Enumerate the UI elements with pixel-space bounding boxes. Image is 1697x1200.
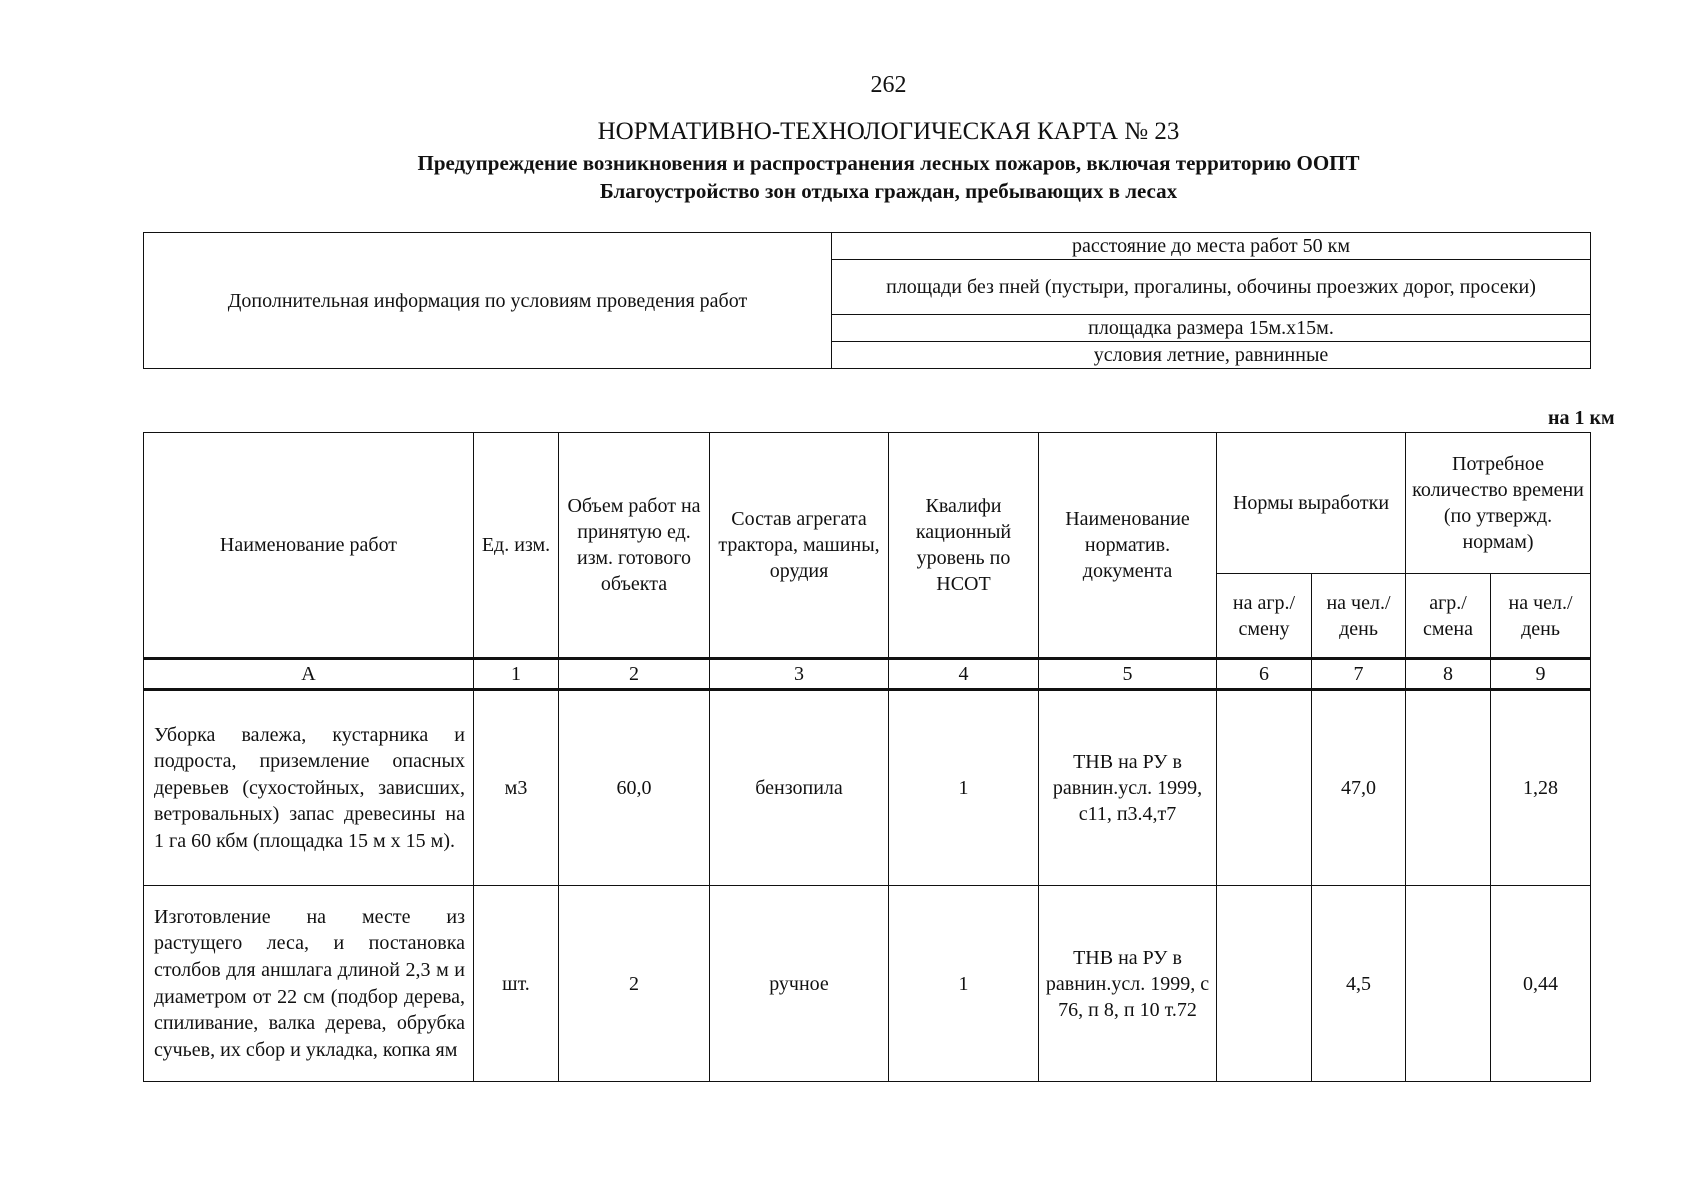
condition-terrain: площади без пней (пустыри, прогалины, обочины проезжих дорог, просеки) bbox=[832, 260, 1591, 315]
qualification-cell: 1 bbox=[889, 690, 1039, 886]
composition-cell: бензопила bbox=[710, 690, 889, 886]
work-name-cell: Уборка валежа, кустарника и подроста, приземление опасных деревьев (сухостойных, зависших, ветровальных) запас древесины на 1 га 60 кбм (площадка 15 м х 15 м). bbox=[144, 690, 474, 886]
work-name-cell: Изготовление на месте из растущего леса, и постановка столбов для аншлага длиной 2,3 м и диаметром от 22 см (подбор дерева, спиливание, валка дерева, обрубка сучьев, их сбор и укладка, копка ям bbox=[144, 886, 474, 1082]
header-qualification: Квалифи кационный уровень по НСОТ bbox=[889, 433, 1039, 659]
card-title: НОРМАТИВНО-ТЕХНОЛОГИЧЕСКАЯ КАРТА № 23 bbox=[597, 118, 1180, 145]
volume-cell: 60,0 bbox=[559, 690, 710, 886]
column-index: 8 bbox=[1406, 659, 1491, 690]
unit-cell: м3 bbox=[474, 690, 559, 886]
conditions-label: Дополнительная информация по условиям проведения работ bbox=[144, 233, 832, 369]
time-person-cell: 0,44 bbox=[1491, 886, 1591, 1082]
header-composition: Состав агрегата трактора, машины, орудия bbox=[710, 433, 889, 659]
header-unit: Ед. изм. bbox=[474, 433, 559, 659]
norm-unit-cell bbox=[1217, 886, 1312, 1082]
header-norm-person: на чел./ день bbox=[1312, 574, 1406, 659]
condition-season: условия летние, равнинные bbox=[832, 342, 1591, 369]
column-index: 9 bbox=[1491, 659, 1591, 690]
condition-plot-size: площадка размера 15м.х15м. bbox=[832, 315, 1591, 342]
column-index: 2 bbox=[559, 659, 710, 690]
subtitle-1: Предупреждение возникновения и распространения лесных пожаров, включая территорию ООПТ bbox=[417, 151, 1360, 175]
header-document: Наименование норматив. документа bbox=[1039, 433, 1217, 659]
header-work-name: Наименование работ bbox=[144, 433, 474, 659]
header-volume: Объем работ на принятую ед. изм. готового объекта bbox=[559, 433, 710, 659]
norm-unit-cell bbox=[1217, 690, 1312, 886]
composition-cell: ручное bbox=[710, 886, 889, 1082]
conditions-table bbox=[143, 232, 1591, 369]
column-index: 1 bbox=[474, 659, 559, 690]
table-row bbox=[144, 886, 1591, 1082]
time-unit-cell bbox=[1406, 886, 1491, 1082]
time-person-cell: 1,28 bbox=[1491, 690, 1591, 886]
column-index: 3 bbox=[710, 659, 889, 690]
column-index: 5 bbox=[1039, 659, 1217, 690]
time-unit-cell bbox=[1406, 690, 1491, 886]
condition-distance: расстояние до места работ 50 км bbox=[832, 233, 1591, 260]
unit-note: на 1 км bbox=[1548, 407, 1615, 429]
column-index: 7 bbox=[1312, 659, 1406, 690]
column-index: А bbox=[144, 659, 474, 690]
volume-cell: 2 bbox=[559, 886, 710, 1082]
norm-person-cell: 4,5 bbox=[1312, 886, 1406, 1082]
work-norms-table bbox=[143, 432, 1591, 1082]
subtitle-2: Благоустройство зон отдыха граждан, пребывающих в лесах bbox=[599, 179, 1178, 203]
column-index: 4 bbox=[889, 659, 1039, 690]
header-time-required: Потребное количество времени (по утвержд. нормам) bbox=[1406, 433, 1591, 574]
header-norm-unit: на агр./ смену bbox=[1217, 574, 1312, 659]
header-time-person: на чел./ день bbox=[1491, 574, 1591, 659]
table-row bbox=[144, 690, 1591, 886]
header-norms: Нормы выработки bbox=[1217, 433, 1406, 574]
unit-cell: шт. bbox=[474, 886, 559, 1082]
page-number: 262 bbox=[870, 72, 907, 98]
qualification-cell: 1 bbox=[889, 886, 1039, 1082]
document-cell: ТНВ на РУ в равнин.усл. 1999, с 76, п 8, п 10 т.72 bbox=[1039, 886, 1217, 1082]
document-cell: ТНВ на РУ в равнин.усл. 1999, с11, п3.4,т7 bbox=[1039, 690, 1217, 886]
norm-person-cell: 47,0 bbox=[1312, 690, 1406, 886]
header-time-unit: агр./ смена bbox=[1406, 574, 1491, 659]
column-index: 6 bbox=[1217, 659, 1312, 690]
